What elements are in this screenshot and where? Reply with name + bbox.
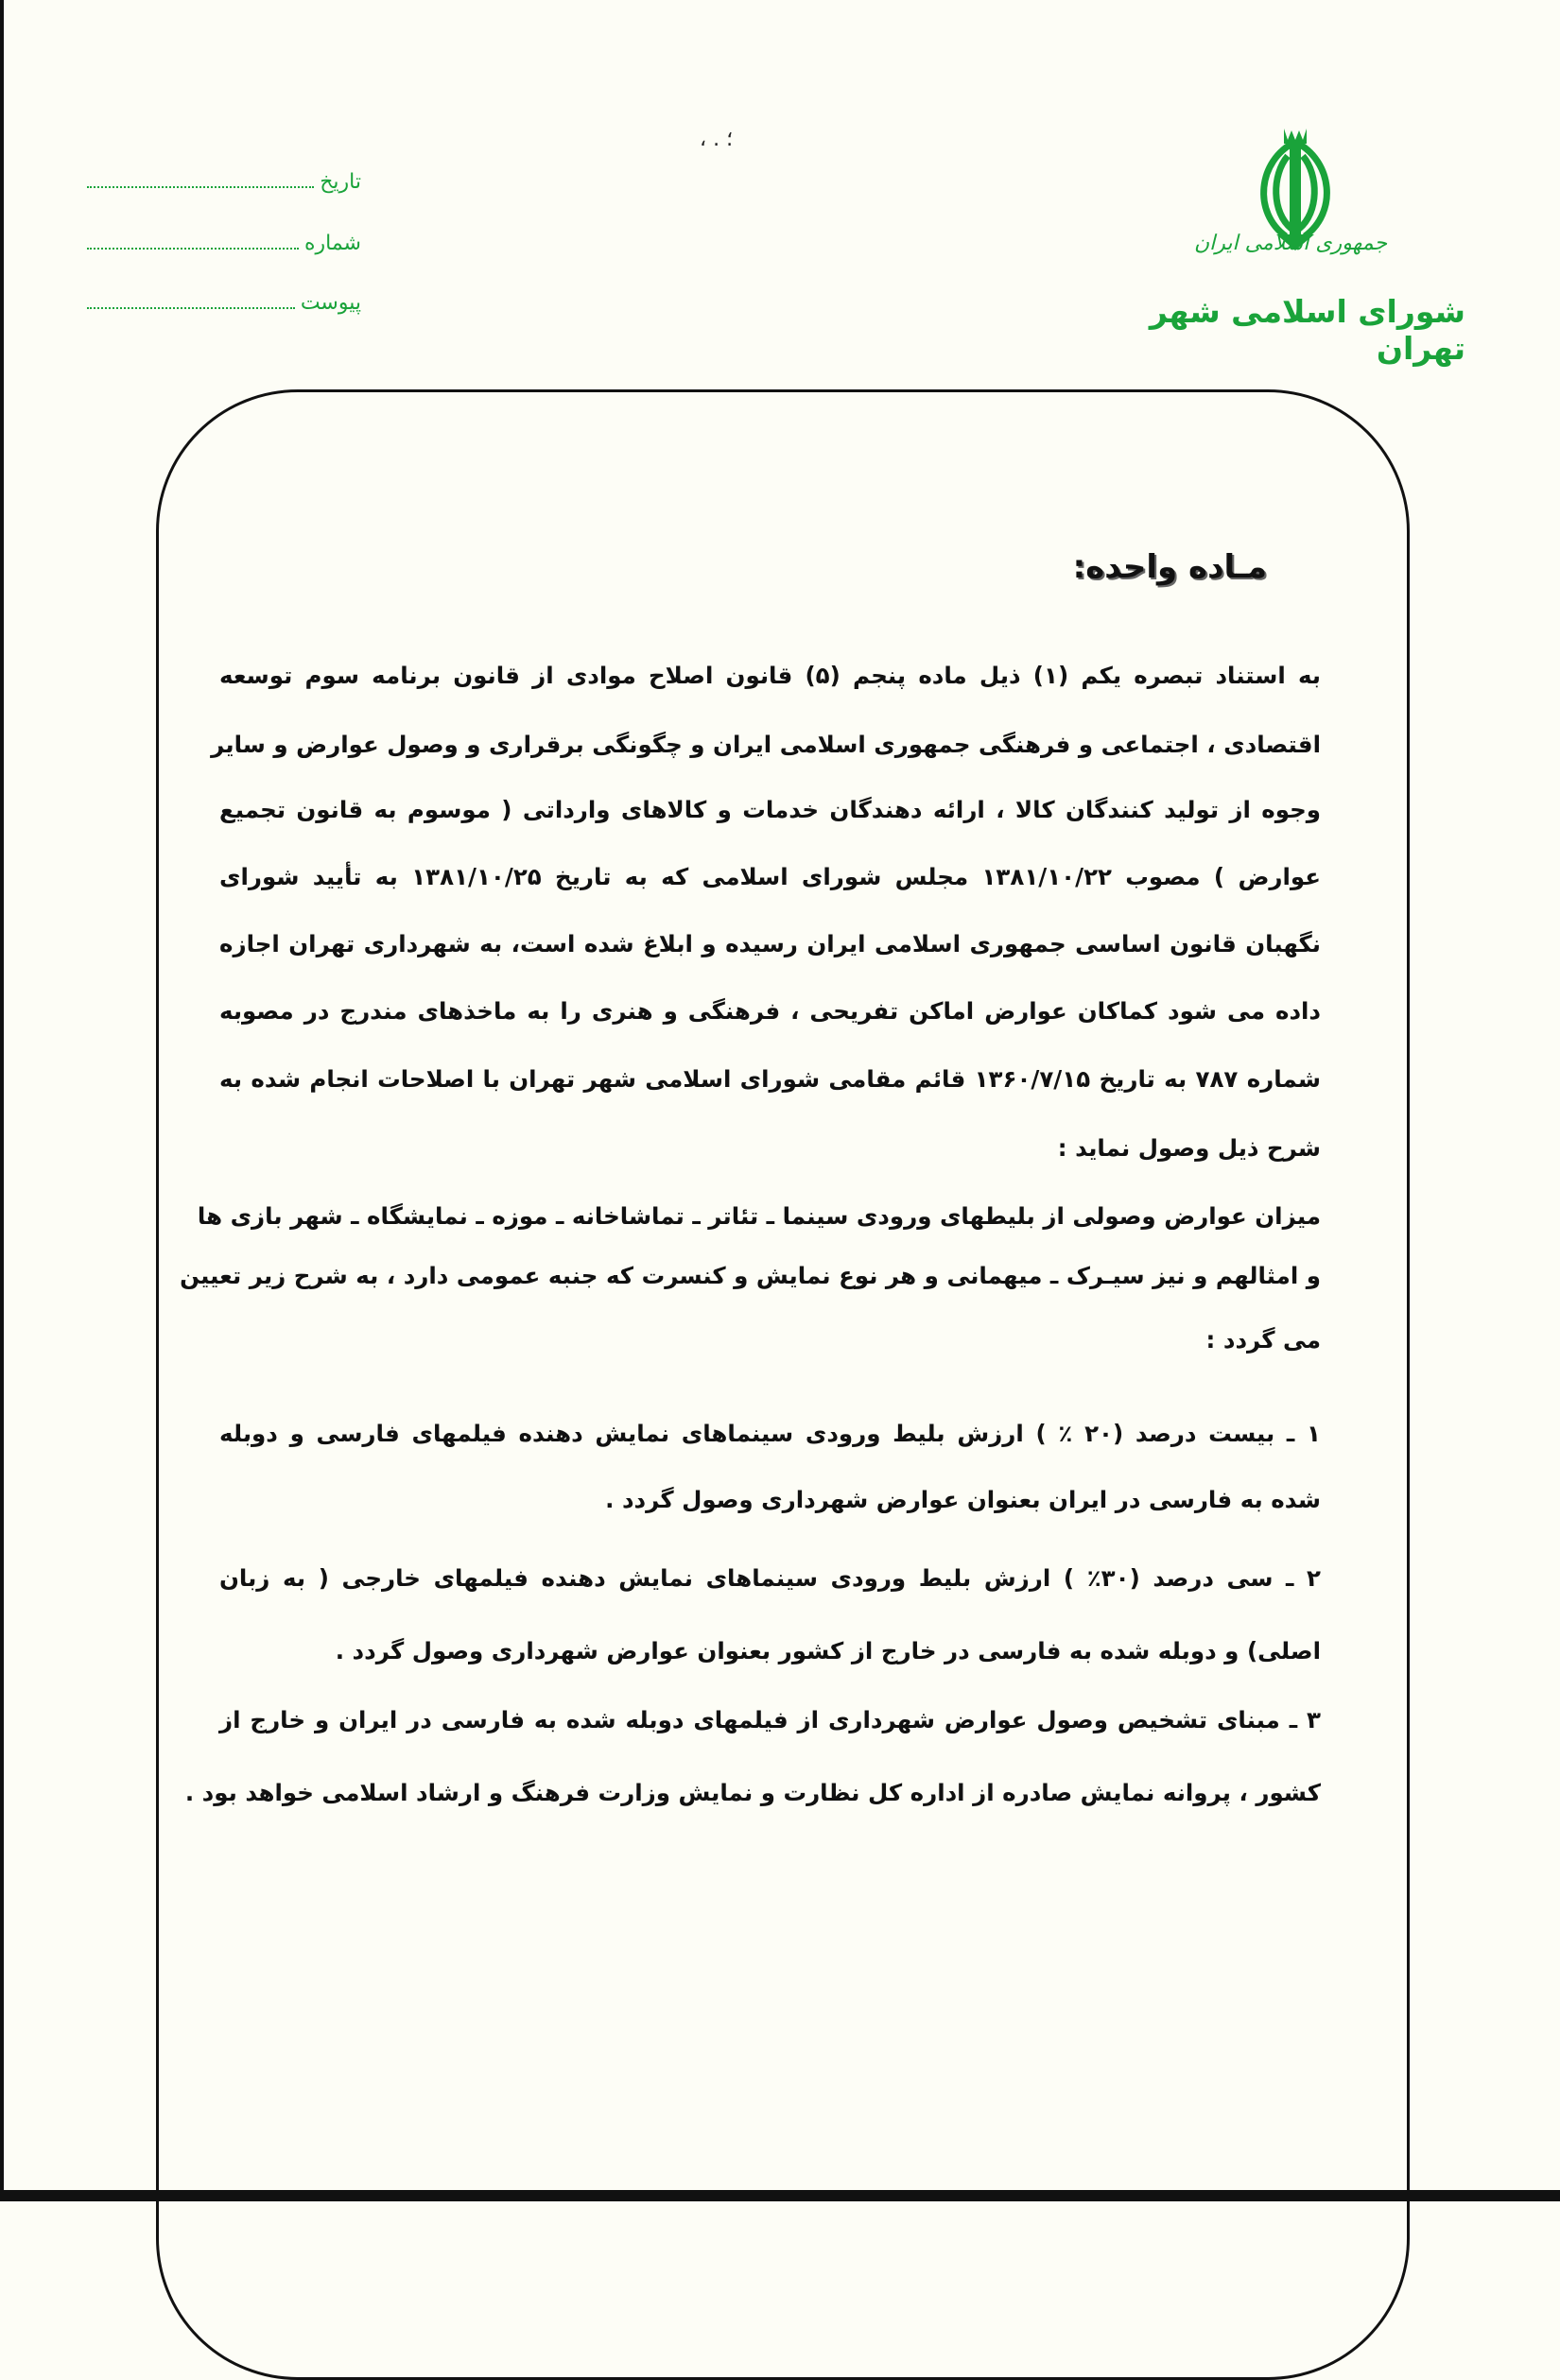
emblem-caption: جمهوری اسلامی ایران <box>1193 232 1388 255</box>
date-dotted-line <box>87 185 314 188</box>
date-label: تاریخ <box>320 170 361 194</box>
number-field <box>87 232 361 255</box>
body-line: کشور ، پروانه نمایش صادره از اداره کل نظارت و نمایش وزارت فرهنگ و ارشاد اسلامی خواهد بود . <box>184 1779 1321 1806</box>
body-line: میزان عوارض وصولی از بلیطهای ورودی سینما ـ تئاتر ـ تماشاخانه ـ موزه ـ نمایشگاه ـ شهر بازی ها <box>197 1202 1321 1230</box>
body-line: شرح ذیل وصول نماید : <box>1057 1134 1321 1162</box>
body-line: وجوه از تولید کنندگان کالا ، ارائه دهندگان خدمات و کالاهای وارداتی ( موسوم به قانون تجمیع <box>219 796 1321 823</box>
body-line: نگهبان قانون اساسی جمهوری اسلامی ایران رسیده و ابلاغ شده است، به شهرداری تهران اجازه <box>219 930 1321 957</box>
attachment-field <box>87 291 361 315</box>
number-dotted-line <box>87 247 299 250</box>
attachment-dotted-line <box>87 306 295 309</box>
scan-marks: ، . ؛ <box>700 128 734 151</box>
council-name: شورای اسلامی شهر تهران <box>1149 293 1465 367</box>
body-line: می گردد : <box>1205 1326 1321 1354</box>
document-title: مـاده واحده: <box>1072 548 1267 586</box>
body-line: به استناد تبصره یکم (۱) ذیل ماده پنجم (۵) قانون اصلاح موادی از قانون برنامه سوم توسعه <box>219 662 1321 689</box>
body-line: ۱ ـ بیست درصد (۲۰ ٪ ) ارزش بلیط ورودی سینماهای نمایش دهنده فیلمهای فارسی و دوبله <box>219 1420 1322 1447</box>
body-line: اصلی) و دوبله شده به فارسی در خارج از کشور بعنوان عوارض شهرداری وصول گردد . <box>335 1637 1321 1664</box>
number-label: شماره <box>303 232 361 255</box>
attachment-label: پیوست <box>300 291 361 315</box>
body-line: شماره ۷۸۷ به تاریخ ۱۳۶۰/۷/۱۵ قائم مقامی شورای اسلامی شهر تهران با اصلاحات انجام شده به <box>219 1065 1321 1093</box>
body-line: شده به فارسی در ایران بعنوان عوارض شهرداری وصول گردد . <box>605 1486 1321 1513</box>
scan-edge-left <box>0 0 4 2201</box>
body-line: ۳ ـ مبنای تشخیص وصول عوارض شهرداری از فیلمهای دوبله شده به فارسی در ایران و خارج از <box>219 1706 1321 1733</box>
body-line: اقتصادی ، اجتماعی و فرهنگی جمهوری اسلامی ایران و چگونگی برقراری و وصول عوارض و سایر <box>211 731 1321 758</box>
body-line: داده می شود کماکان عوارض اماکن تفریحی ، فرهنگی و هنری را به ماخذهای مندرج در مصوبه <box>219 997 1321 1025</box>
body-line: و امثالهم و نیز سیـرک ـ میهمانی و هر نوع نمایش و کنسرت که جنبه عمومی دارد ، به شرح زیر تعیین <box>180 1262 1321 1289</box>
body-line: عوارض ) مصوب ۱۳۸۱/۱۰/۲۲ مجلس شورای اسلامی که به تاریخ ۱۳۸۱/۱۰/۲۵ به تأیید شورای <box>219 863 1322 890</box>
date-field <box>87 170 361 194</box>
body-line: ۲ ـ سی درصد (۳۰٪ ) ارزش بلیط ورودی سینماهای نمایش دهنده فیلمهای خارجی ( به زبان <box>219 1564 1321 1592</box>
